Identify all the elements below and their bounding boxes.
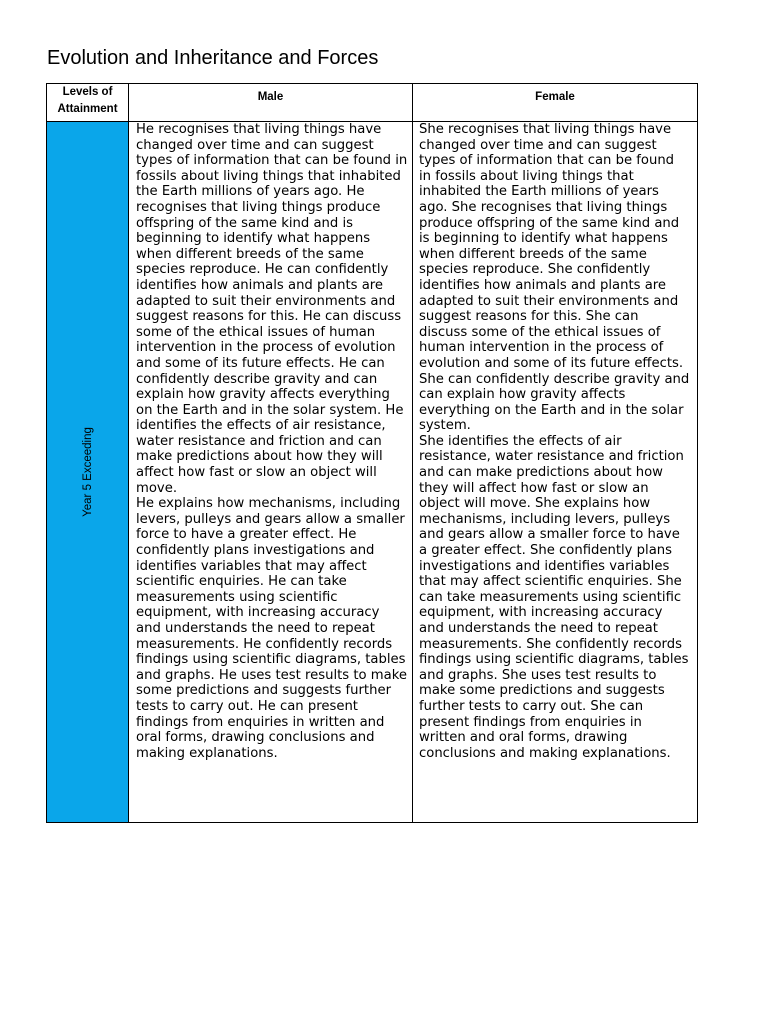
- level-label: Year 5 Exceeding: [81, 427, 94, 517]
- male-paragraph: He explains how mechanisms, including levers, pulleys and gears allow a smaller force to have a greater effect. He confidently plans investigations and identifies variables that may affect scientific enquiries. He can take measurements using scientific equipment, with increasing accuracy and understands the need to repeat measurements. He confidently records findings using scientific diagrams, tables and graphs. He uses test results to make some predictions and suggests further tests to carry out. He can present findings from enquiries in written and oral forms, drawing conclusions and making explanations.: [136, 496, 408, 761]
- header-levels-of-attainment: Levels of Attainment: [47, 84, 129, 122]
- header-male: Male: [129, 84, 413, 122]
- header-female: Female: [413, 84, 698, 122]
- level-cell: [47, 122, 129, 823]
- female-paragraph: She recognises that living things have changed over time and can suggest types of information that can be found in fossils about living things that inhabited the Earth millions of years ago. She recognises that living things produce offspring of the same kind and is beginning to identify what happens when different breeds of the same species reproduce. She confidently identifies how animals and plants are adapted to suit their environments and suggest reasons for this. She can discuss some of the ethical issues of human intervention in the process of evolution and some of its future effects. She can confidently describe gravity and can explain how gravity affects everything on the Earth and in the solar system.: [419, 122, 690, 434]
- female-paragraph: She identifies the effects of air resistance, water resistance and friction and can make predictions about how they will affect how fast or slow an object will move. She explains how mechanisms, including levers, pulleys and gears allow a smaller force to have a greater effect. She confidently plans investigations and identifies variables that may affect scientific enquiries. She can take measurements using scientific equipment, with increasing accuracy and understands the need to repeat measurements. She confidently records findings using scientific diagrams, tables and graphs. She uses test results to make some predictions and suggests further tests to carry out. She can present findings from enquiries in written and oral forms, drawing conclusions and making explanations.: [419, 433, 689, 761]
- female-description-cell: [413, 122, 698, 823]
- page-title: Evolution and Inheritance and Forces: [47, 47, 379, 69]
- male-paragraph: He recognises that living things have changed over time and can suggest types of information that can be found in fossils about living things that inhabited the Earth millions of years ago. He recognises that living things produce offspring of the same kind and is beginning to identify what happens when different breeds of the same species reproduce. He can confidently identifies how animals and plants are adapted to suit their environments and suggest reasons for this. He can discuss some of the ethical issues of human intervention in the process of evolution and some of its future effects. He can confidently describe gravity and can explain how gravity affects everything on the Earth and in the solar system. He identifies the effects of air resistance, water resistance and friction and can make predictions about how they will affect how fast or slow an object will move.: [136, 122, 408, 496]
- male-description-cell: [129, 122, 413, 823]
- attainment-table: [46, 83, 698, 823]
- table-header-row: [47, 84, 698, 122]
- table-row: [47, 122, 698, 823]
